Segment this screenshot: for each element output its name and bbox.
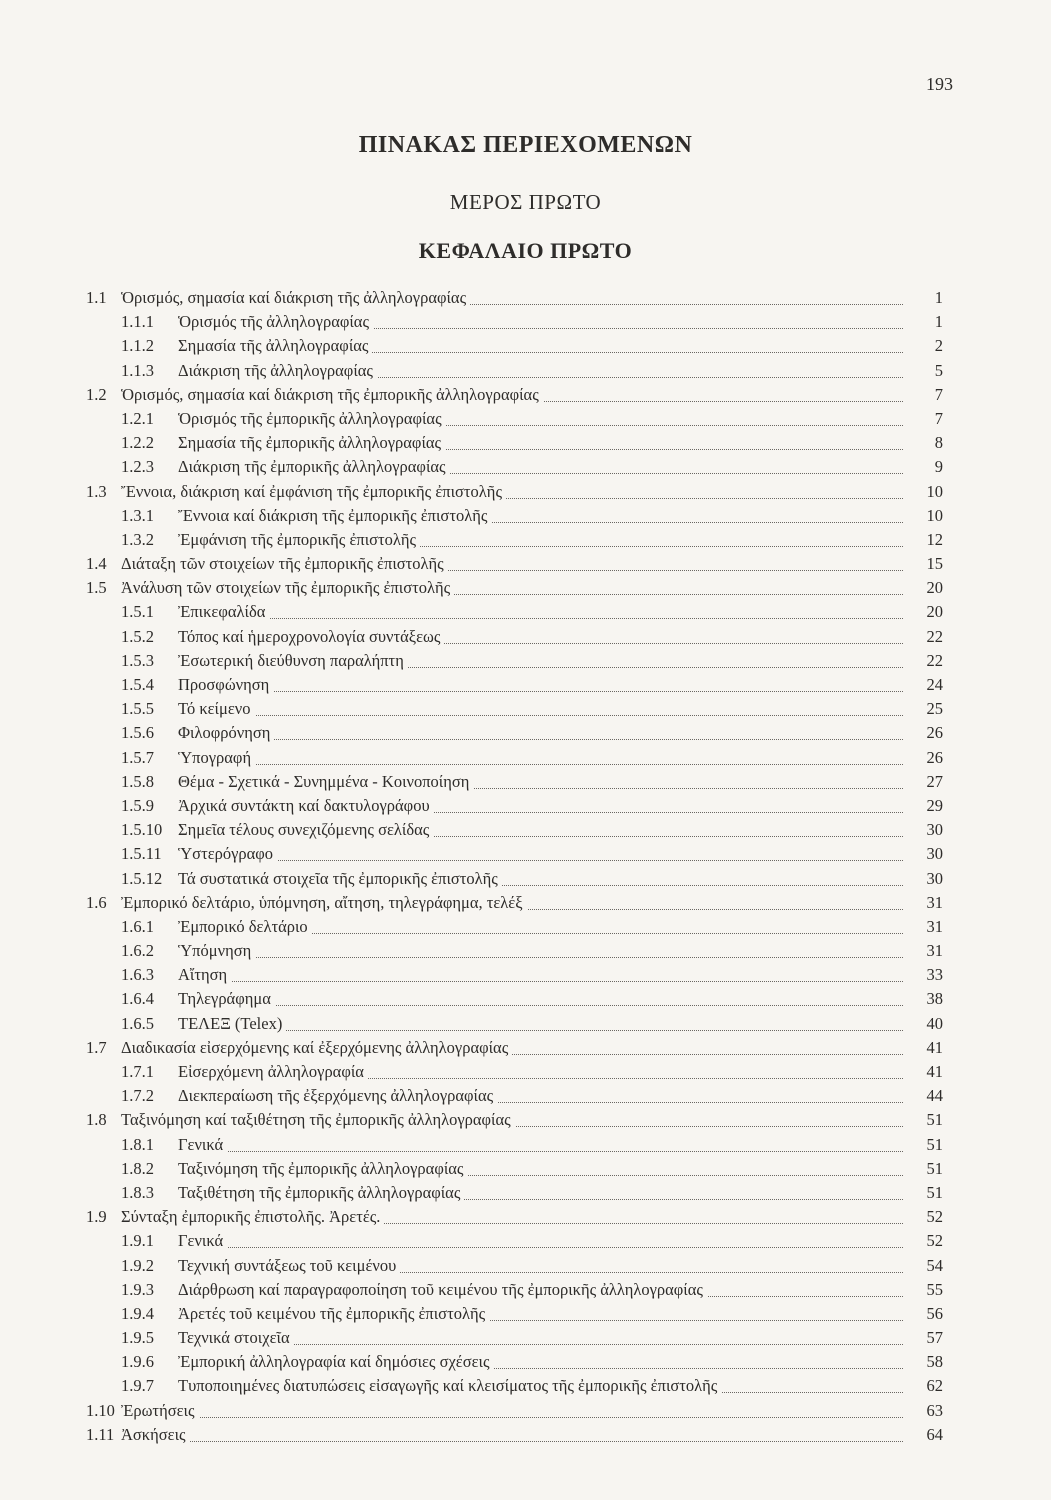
toc-entry-page: 15: [903, 554, 943, 574]
toc-entry-title: Σημεῖα τέλους συνεχιζόμενης σελίδας: [178, 820, 433, 840]
toc-entry-number: 1.5.5: [121, 699, 154, 719]
toc-entry: [0, 820, 1051, 844]
dot-leader: [178, 1014, 923, 1031]
toc-entry: [0, 1328, 1051, 1352]
toc-entry-title: Ὁρισμός τῆς ἀλληλογραφίας: [178, 312, 373, 332]
toc-entry-number: 1.5.3: [121, 650, 154, 670]
toc-entry: [0, 893, 1051, 917]
toc-entry-page: 51: [903, 1135, 943, 1155]
toc-entry-title: Τεχνικά στοιχεῖα: [178, 1328, 294, 1348]
dot-leader: [178, 965, 923, 982]
chapter-heading: ΚΕΦΑΛΑΙΟ ΠΡΩΤΟ: [418, 238, 633, 263]
toc-entry-title: Ἐπικεφαλίδα: [178, 602, 269, 622]
toc-entry: [0, 602, 1051, 626]
toc-entry-title: Τυποποιημένες διατυπώσεις εἰσαγωγῆς καί κλεισίματος τῆς ἐμπορικῆς ἐπιστολῆς: [178, 1376, 721, 1396]
toc-entry-page: 54: [903, 1256, 943, 1276]
dot-leader: [121, 1425, 923, 1442]
toc-entry-page: 51: [903, 1159, 943, 1179]
toc-entry: [0, 530, 1051, 554]
toc-entry-page: 56: [903, 1304, 943, 1324]
toc-entry-title: Σημασία τῆς ἀλληλογραφίας: [178, 336, 372, 356]
toc-entry-number: 1.2: [86, 384, 107, 404]
toc-entry-number: 1.9.2: [121, 1255, 154, 1275]
toc-entry: [0, 1352, 1051, 1376]
page-title: ΠΙΝΑΚΑΣ ΠΕΡΙΕΧΟΜΕΝΩΝ: [358, 132, 693, 158]
toc-entry: [0, 989, 1051, 1013]
toc-entry: [0, 675, 1051, 699]
toc-entry-title: Ἐμφάνιση τῆς ἐμπορικῆς ἐπιστολῆς: [178, 530, 420, 550]
toc-entry-page: 57: [903, 1328, 943, 1348]
toc-entry-page: 64: [903, 1425, 943, 1445]
toc-entry-title: Αἴτηση: [178, 965, 231, 985]
toc-entry: [0, 433, 1051, 457]
toc-entry-page: 2: [903, 336, 943, 356]
toc-entry-title: Τά συστατικά στοιχεῖα τῆς ἐμπορικῆς ἐπιστολῆς: [178, 869, 502, 889]
toc-entry: [0, 1376, 1051, 1400]
toc-entry-title: Τό κείμενο: [178, 699, 255, 719]
toc-entry: [0, 1062, 1051, 1086]
toc-entry: [0, 361, 1051, 385]
toc-entry: [0, 699, 1051, 723]
toc-entry-page: 55: [903, 1280, 943, 1300]
toc-entry-number: 1.3.2: [121, 529, 154, 549]
toc-entry-number: 1.9.5: [121, 1328, 154, 1348]
dot-leader: [178, 989, 923, 1006]
toc-entry-title: Ἀσκήσεις: [121, 1425, 190, 1445]
toc-entry-title: Τόπος καί ἡμεροχρονολογία συντάξεως: [178, 627, 444, 647]
toc-entry: [0, 1159, 1051, 1183]
toc-entry-page: 30: [903, 820, 943, 840]
toc-entry-number: 1.1.1: [121, 312, 154, 332]
dot-leader: [121, 1401, 923, 1418]
toc-entry-page: 58: [903, 1352, 943, 1372]
toc-entry-title: Εἰσερχόμενη ἀλληλογραφία: [178, 1062, 368, 1082]
toc-entry-number: 1.8: [86, 1110, 107, 1130]
toc-entry: [0, 1425, 1051, 1449]
toc-entry-number: 1.5.2: [121, 626, 154, 646]
toc-entry: [0, 748, 1051, 772]
toc-entry-title: Τηλεγράφημα: [178, 989, 275, 1009]
toc-entry: [0, 844, 1051, 868]
toc-entry-page: 25: [903, 699, 943, 719]
toc-entry-title: Διαδικασία εἰσερχόμενης καί ἐξερχόμενης ἀλληλογραφίας: [121, 1038, 512, 1058]
toc-entry-number: 1.5.12: [121, 868, 163, 888]
toc-entry-number: 1.7.2: [121, 1086, 154, 1106]
toc-entry-page: 27: [903, 772, 943, 792]
toc-entry-title: Ὁρισμός, σημασία καί διάκριση τῆς ἐμπορικῆς ἀλληλογραφίας: [121, 385, 543, 405]
toc-entry-number: 1.9.6: [121, 1352, 154, 1372]
toc-entry-number: 1.2.1: [121, 408, 154, 428]
toc-entry-title: Ἐσωτερική διεύθυνση παραλήπτη: [178, 651, 408, 671]
toc-entry-title: Ἀνάλυση τῶν στοιχείων τῆς ἐμπορικῆς ἐπιστολῆς: [121, 578, 454, 598]
toc-entry-number: 1.7.1: [121, 1062, 154, 1081]
toc-entry-title: Προσφώνηση: [178, 675, 273, 695]
toc-entry: [0, 1014, 1051, 1038]
dot-leader: [178, 675, 923, 692]
toc-entry-title: Θέμα - Σχετικά - Συνημμένα - Κοινοποίηση: [178, 772, 473, 792]
toc-entry-page: 63: [903, 1401, 943, 1421]
toc-entry-title: Γενικά: [178, 1135, 227, 1155]
toc-entry-title: Διάρθρωση καί παραγραφοποίηση τοῦ κειμένου τῆς ἐμπορικῆς ἀλληλογραφίας: [178, 1280, 707, 1300]
toc-entry-page: 41: [903, 1062, 943, 1082]
toc-entry-number: 1.9.1: [121, 1231, 154, 1251]
toc-entry-number: 1.10: [86, 1400, 115, 1420]
toc-entry-title: Ὁρισμός τῆς ἐμπορικῆς ἀλληλογραφίας: [178, 409, 446, 429]
toc-entry: [0, 506, 1051, 530]
toc-entry-page: 26: [903, 723, 943, 743]
toc-entry: [0, 385, 1051, 409]
toc-entry-page: 40: [903, 1014, 943, 1034]
toc-entry-number: 1.6.4: [121, 989, 154, 1009]
toc-entry-title: Σύνταξη ἐμπορικῆς ἐπιστολῆς. Ἀρετές.: [121, 1207, 384, 1227]
toc-entry-page: 30: [903, 869, 943, 889]
toc-entry-title: Διεκπεραίωση τῆς ἐξερχόμενης ἀλληλογραφίας: [178, 1086, 497, 1106]
toc-entry-number: 1.7: [86, 1037, 107, 1057]
toc-entry: [0, 651, 1051, 675]
dot-leader: [178, 941, 923, 958]
toc-entry-number: 1.5.11: [121, 844, 162, 864]
toc-entry: [0, 409, 1051, 433]
toc-entry: [0, 627, 1051, 651]
toc-entry: [0, 796, 1051, 820]
toc-entry-number: 1.1: [86, 288, 107, 307]
toc-entry-number: 1.6: [86, 892, 107, 912]
toc-entry-number: 1.5.7: [121, 747, 154, 767]
toc-entry: [0, 1038, 1051, 1062]
toc-entry: [0, 1231, 1051, 1255]
toc-entry-number: 1.5.1: [121, 602, 154, 622]
toc-entry-page: 31: [903, 917, 943, 937]
toc-entry: [0, 457, 1051, 481]
toc-entry-page: 29: [903, 796, 943, 816]
toc-entry-number: 1.4: [86, 554, 107, 574]
toc-entry-number: 1.5.8: [121, 771, 154, 791]
toc-entry-number: 1.8.3: [121, 1182, 154, 1202]
toc-entry-number: 1.5.6: [121, 723, 154, 743]
toc-entry-number: 1.5.4: [121, 675, 154, 694]
toc-entry-number: 1.1.2: [121, 336, 154, 356]
toc-entry-page: 8: [903, 433, 943, 453]
toc-entry-page: 51: [903, 1110, 943, 1130]
toc-entry: [0, 312, 1051, 336]
toc-entry-page: 7: [903, 385, 943, 405]
toc-entry-title: Σημασία τῆς ἐμπορικῆς ἀλληλογραφίας: [178, 433, 445, 453]
toc-entry-page: 22: [903, 651, 943, 671]
toc-entry: [0, 723, 1051, 747]
toc-entry-number: 1.6.1: [121, 916, 154, 936]
part-heading: ΜΕΡΟΣ ΠΡΩΤΟ: [449, 190, 602, 214]
toc-entry: [0, 917, 1051, 941]
toc-entry-title: Γενικά: [178, 1231, 227, 1251]
toc-entry-title: Ἔννοια καί διάκριση τῆς ἐμπορικῆς ἐπιστολῆς: [178, 506, 491, 526]
toc-entry-title: Τεχνική συντάξεως τοῦ κειμένου: [178, 1256, 400, 1276]
toc-entry-title: Φιλοφρόνηση: [178, 723, 274, 743]
toc-entry: [0, 869, 1051, 893]
toc-entry-number: 1.6.5: [121, 1013, 154, 1033]
toc-entry-number: 1.2.3: [121, 457, 154, 477]
toc-entry-title: Διάκριση τῆς ἐμπορικῆς ἀλληλογραφίας: [178, 457, 450, 477]
toc-entry-number: 1.6.3: [121, 965, 154, 985]
page-number: 193: [926, 74, 953, 94]
toc-entry-number: 1.2.2: [121, 433, 154, 453]
toc-entry-number: 1.9.3: [121, 1279, 154, 1299]
toc-entry-page: 20: [903, 602, 943, 622]
toc-entry-page: 31: [903, 941, 943, 961]
toc-entry: [0, 1135, 1051, 1159]
toc-entry-title: Ἀρετές τοῦ κειμένου τῆς ἐμπορικῆς ἐπιστολῆς: [178, 1304, 489, 1324]
toc-entry-title: Διάκριση τῆς ἀλληλογραφίας: [178, 361, 377, 381]
toc-entry-number: 1.5.10: [121, 820, 163, 840]
toc-entry-page: 41: [903, 1038, 943, 1058]
toc-entry-title: Ὁρισμός, σημασία καί διάκριση τῆς ἀλληλογραφίας: [121, 288, 470, 308]
toc-entry-page: 10: [903, 482, 943, 502]
toc-entry-title: Ὑπόμνηση: [178, 941, 255, 961]
toc-entry-page: 31: [903, 893, 943, 913]
toc-entry-page: 12: [903, 530, 943, 550]
toc-entry: [0, 1207, 1051, 1231]
toc-entry-number: 1.3: [86, 481, 107, 501]
dot-leader: [178, 1135, 923, 1152]
dot-leader: [178, 699, 923, 716]
toc-entry-page: 7: [903, 409, 943, 429]
toc-entry-number: 1.5: [86, 578, 107, 598]
toc-entry: [0, 772, 1051, 796]
toc-entry-page: 24: [903, 675, 943, 695]
toc-entry-number: 1.9: [86, 1207, 107, 1227]
toc-entry: [0, 554, 1051, 578]
toc-entry-title: Ἐμπορικό δελτάριο: [178, 917, 312, 937]
toc-entry-page: 52: [903, 1231, 943, 1251]
toc-entry-page: 30: [903, 844, 943, 864]
dot-leader: [178, 748, 923, 765]
toc-entry-title: Ἔννοια, διάκριση καί ἐμφάνιση τῆς ἐμπορικῆς ἐπιστολῆς: [121, 482, 506, 502]
toc-entry-page: 20: [903, 578, 943, 598]
toc-entry-title: Ὑπογραφή: [178, 748, 255, 768]
toc-entry-page: 51: [903, 1183, 943, 1203]
toc-entry-page: 52: [903, 1207, 943, 1227]
toc-entry-page: 38: [903, 989, 943, 1009]
toc-entry-title: Ἀρχικά συντάκτη καί δακτυλογράφου: [178, 796, 434, 816]
toc-entry-number: 1.1.3: [121, 360, 154, 380]
toc-entry: [0, 288, 1051, 312]
toc-entry: [0, 336, 1051, 360]
toc-entry-number: 1.9.4: [121, 1303, 154, 1323]
toc-entry-title: ΤΕΛΕΞ (Telex): [178, 1014, 286, 1034]
table-of-contents: [0, 288, 1051, 1449]
toc-entry-title: Ἐρωτήσεις: [121, 1401, 199, 1421]
toc-entry-number: 1.5.9: [121, 795, 154, 815]
toc-entry-number: 1.8.1: [121, 1134, 154, 1154]
toc-entry-page: 1: [903, 288, 943, 308]
toc-entry-title: Ὑστερόγραφο: [178, 844, 277, 864]
toc-entry-title: Διάταξη τῶν στοιχείων τῆς ἐμπορικῆς ἐπιστολῆς: [121, 554, 448, 574]
dot-leader: [178, 723, 923, 740]
toc-entry-title: Ταξινόμηση τῆς ἐμπορικῆς ἀλληλογραφίας: [178, 1159, 467, 1179]
toc-entry: [0, 941, 1051, 965]
toc-entry: [0, 1280, 1051, 1304]
dot-leader: [178, 602, 923, 619]
toc-entry-number: 1.8.2: [121, 1158, 154, 1178]
toc-entry: [0, 482, 1051, 506]
toc-entry: [0, 965, 1051, 989]
toc-entry: [0, 1183, 1051, 1207]
toc-entry-page: 10: [903, 506, 943, 526]
toc-entry: [0, 578, 1051, 602]
toc-entry-title: Ταξινόμηση καί ταξιθέτηση τῆς ἐμπορικῆς ἀλληλογραφίας: [121, 1110, 515, 1130]
toc-entry-title: Ἐμπορικό δελτάριο, ὑπόμνηση, αἴτηση, τηλεγράφημα, τελέξ: [121, 893, 527, 913]
toc-entry-page: 5: [903, 361, 943, 381]
toc-entry-page: 1: [903, 312, 943, 332]
toc-entry-page: 62: [903, 1376, 943, 1396]
toc-entry: [0, 1110, 1051, 1134]
toc-entry-title: Ἐμπορική ἀλληλογραφία καί δημόσιες σχέσεις: [178, 1352, 494, 1372]
toc-entry: [0, 1401, 1051, 1425]
toc-entry-number: 1.9.7: [121, 1376, 154, 1396]
toc-entry: [0, 1086, 1051, 1110]
toc-entry-page: 26: [903, 748, 943, 768]
toc-entry-number: 1.6.2: [121, 941, 154, 961]
toc-entry: [0, 1256, 1051, 1280]
toc-entry-page: 22: [903, 627, 943, 647]
toc-entry-number: 1.11: [86, 1424, 115, 1444]
toc-entry-page: 9: [903, 457, 943, 477]
toc-entry-page: 44: [903, 1086, 943, 1106]
toc-entry: [0, 1304, 1051, 1328]
toc-entry-page: 33: [903, 965, 943, 985]
toc-entry-title: Ταξιθέτηση τῆς ἐμπορικῆς ἀλληλογραφίας: [178, 1183, 464, 1203]
dot-leader: [178, 1231, 923, 1248]
dot-leader: [178, 844, 923, 861]
toc-entry-number: 1.3.1: [121, 505, 154, 525]
